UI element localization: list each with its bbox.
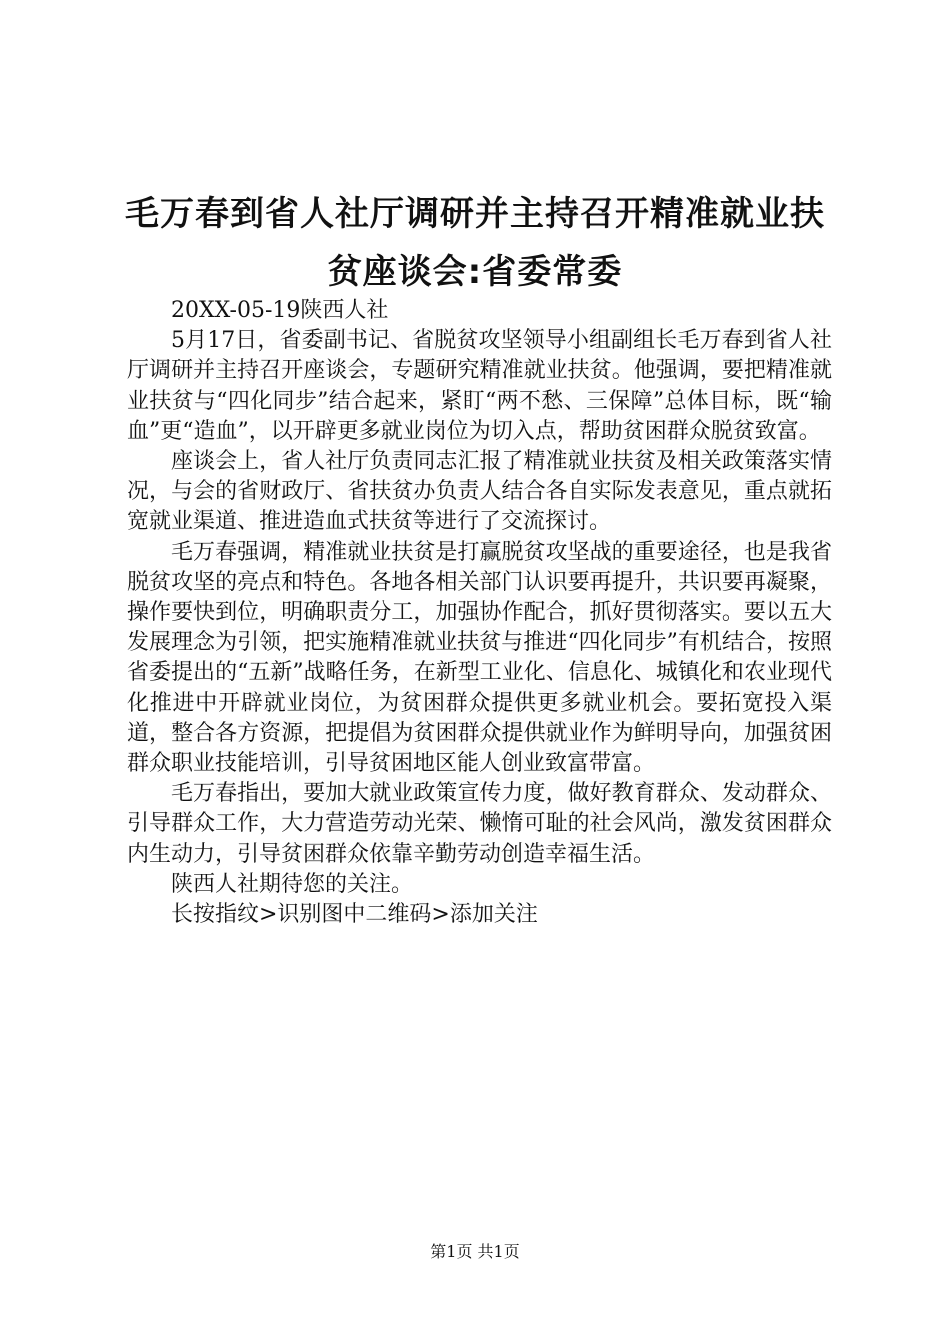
document-body — [127, 296, 832, 930]
document-title — [120, 185, 830, 301]
page-footer: 第1页 共1页 — [430, 1242, 520, 1261]
dateline: 20XX-05-19陕西人社 — [171, 298, 389, 323]
title-line-2: 贫座谈会:省委常委 — [327, 252, 623, 292]
paragraph-3: 毛万春强调，精准就业扶贫是打赢脱贫攻坚战的重要途径，也是我省脱贫攻坚的亮点和特色。各地各相关部门认识要再提升，共识要再凝聚，操作要快到位，明确职责分工，加强协作配合，抓好贯彻落实。要以五大发展理念为引领，把实施精准就业扶贫与推进“四化同步”有机结合，按照省委提出的“五新”战略任务，在新型工业化、信息化、城镇化和农业现代化推进中开辟就业岗位，为贫困群众提供更多就业机会。要拓宽投入渠道，整合各方资源，把提倡为贫困群众提供就业作为鲜明导向，加强贫困群众职业技能培训，引导贫困地区能人创业致富带富。 — [127, 539, 832, 777]
paragraph-4: 毛万春指出，要加大就业政策宣传力度，做好教育群众、发动群众、引导群众工作，大力营造劳动光荣、懒惰可耻的社会风尚，激发贫困群众内生动力，引导贫困群众依靠辛勤劳动创造幸福生活。 — [127, 781, 832, 867]
paragraph-1: 5月17日，省委副书记、省脱贫攻坚领导小组副组长毛万春到省人社厅调研并主持召开座谈会，专题研究精准就业扶贫。他强调，要把精准就业扶贫与“四化同步”结合起来，紧盯“两不愁、三保障”总体目标，既“输血”更“造血”，以开辟更多就业岗位为切入点，帮助贫困群众脱贫致富。 — [127, 328, 832, 444]
paragraph-2: 座谈会上，省人社厅负责同志汇报了精准就业扶贫及相关政策落实情况，与会的省财政厅、省扶贫办负责人结合各自实际发表意见，重点就拓宽就业渠道、推进造血式扶贫等进行了交流探讨。 — [127, 449, 832, 535]
title-line-1: 毛万春到省人社厅调研并主持召开精准就业扶 — [125, 194, 825, 234]
follow-instruction: 长按指纹>识别图中二维码>添加关注 — [171, 902, 538, 928]
follow-note: 陕西人社期待您的关注。 — [171, 871, 414, 897]
